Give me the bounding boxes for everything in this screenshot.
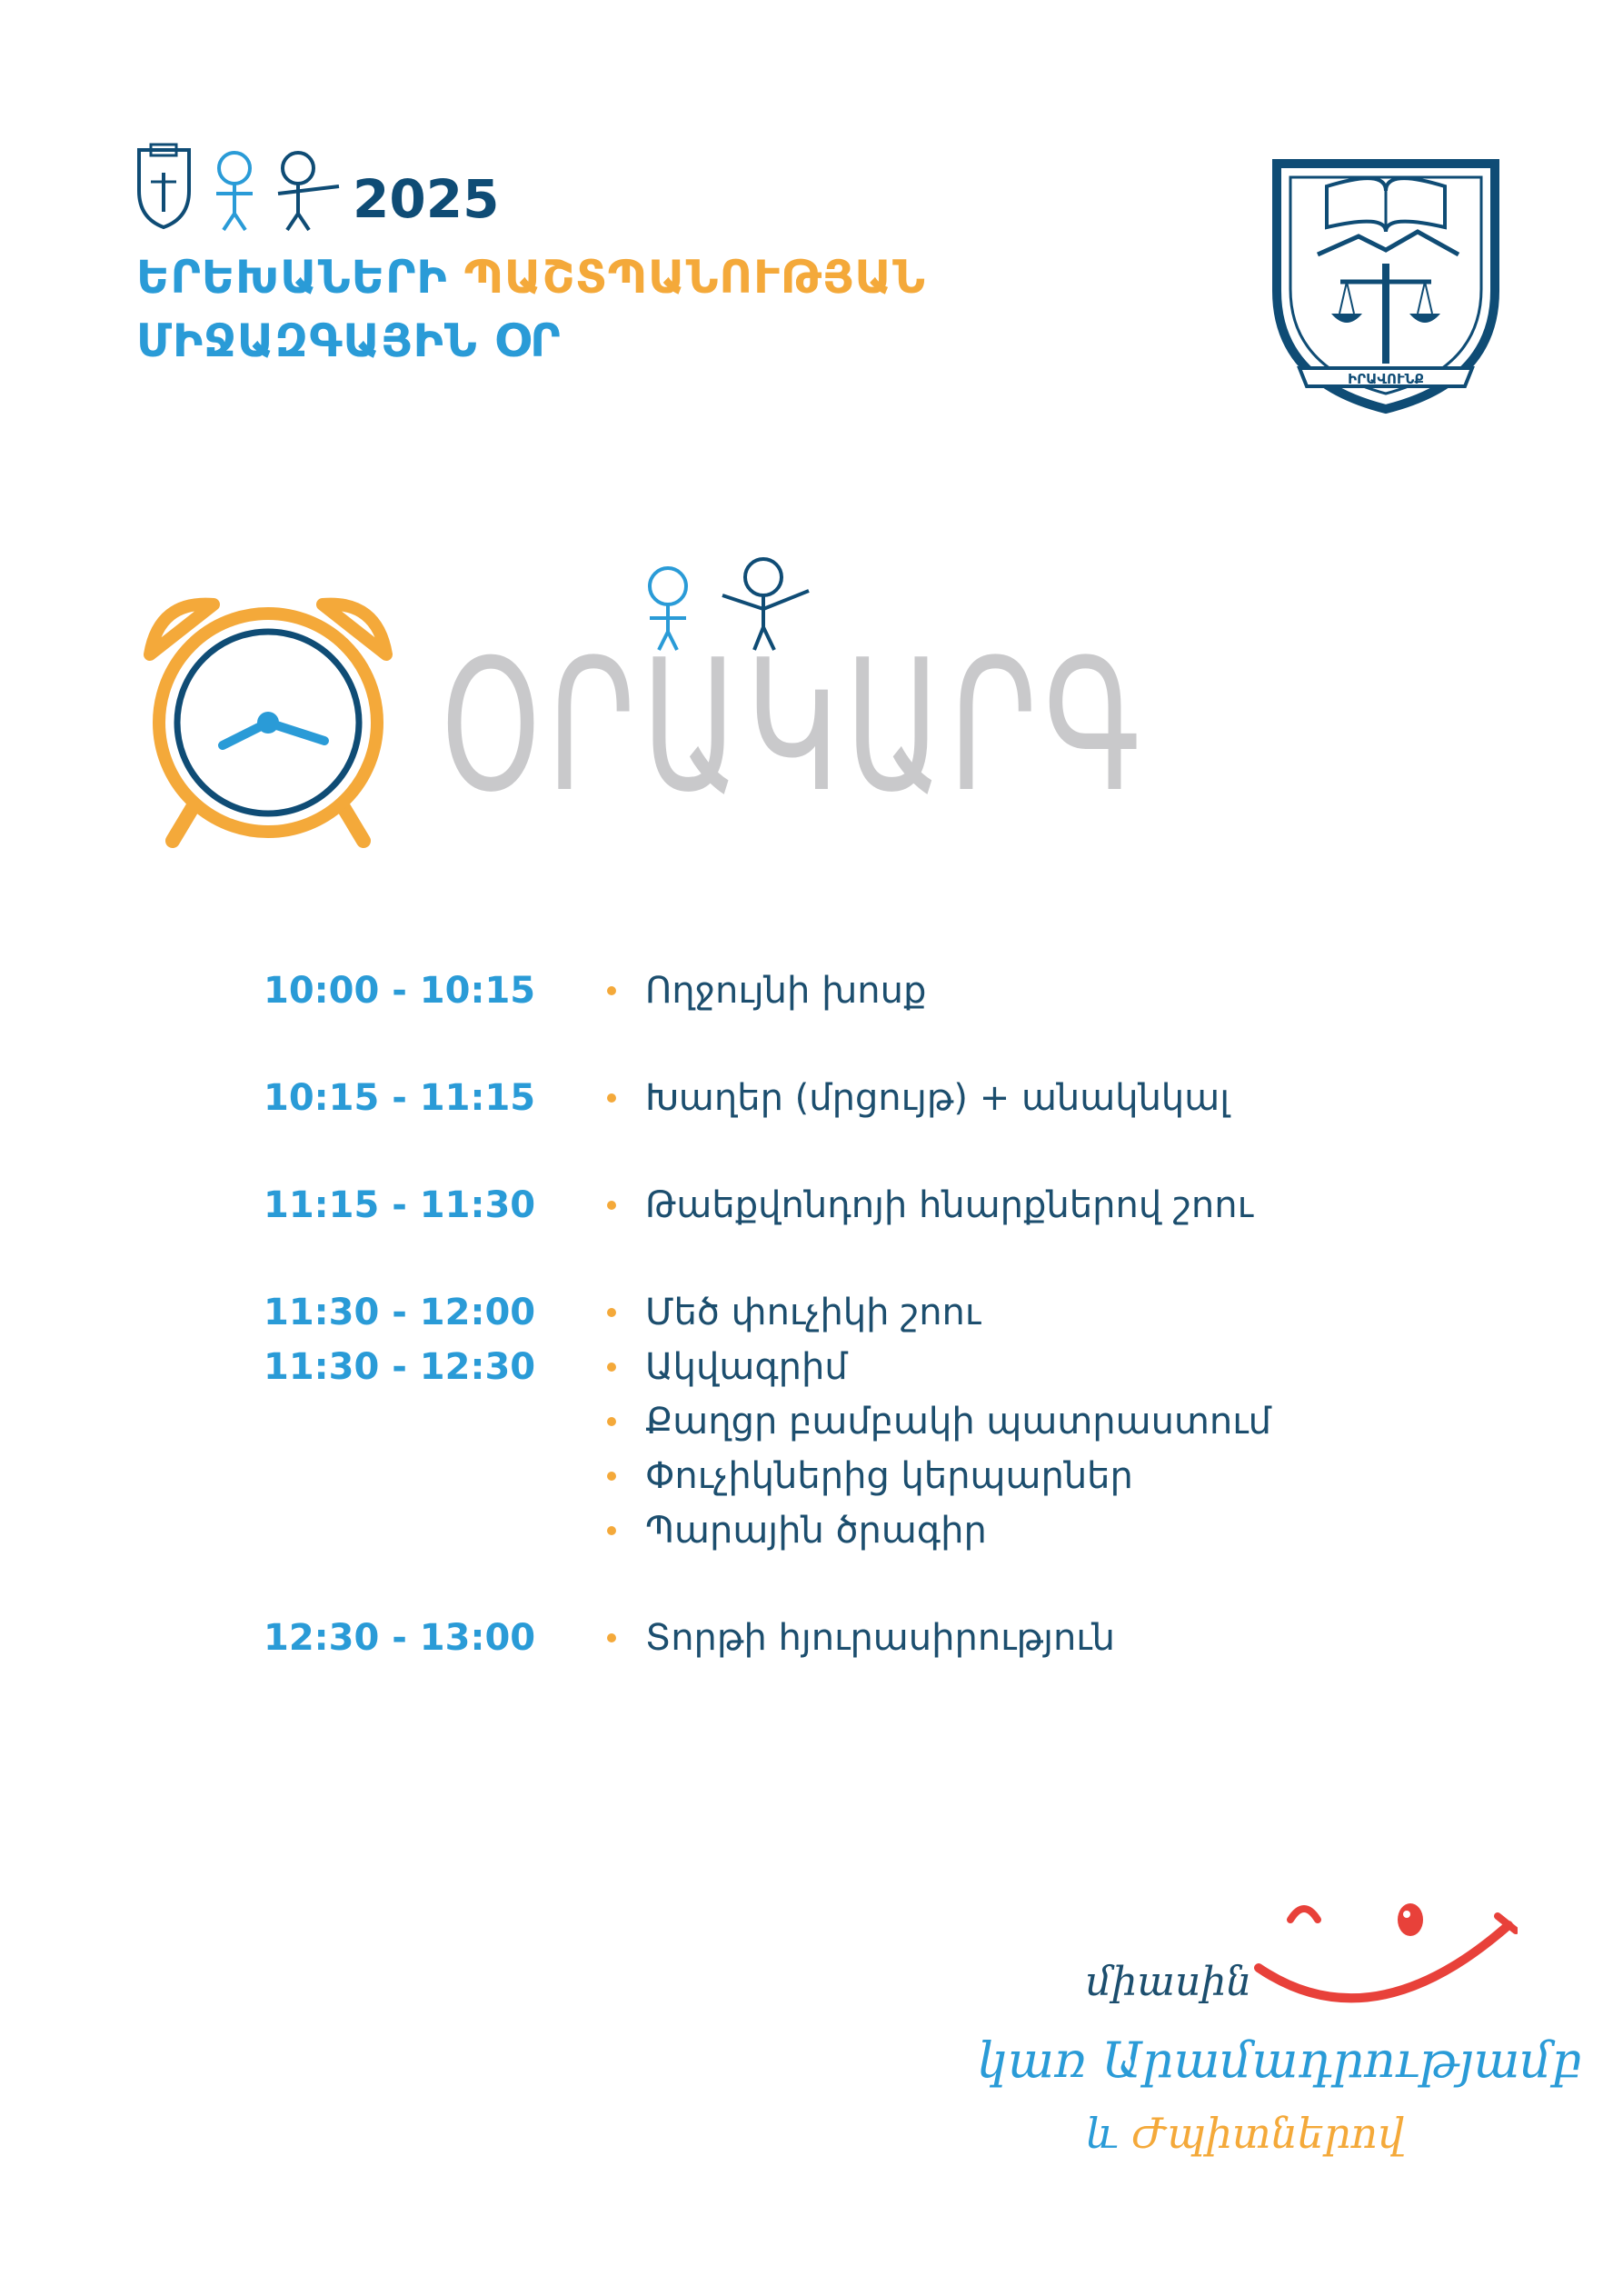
bullet-icon: [607, 1472, 616, 1481]
bullet-icon: [607, 1201, 616, 1210]
bullet-icon: [607, 1633, 616, 1642]
schedule-item: Խաղեր (մրցույթ) + անակնկալ: [645, 1077, 1230, 1119]
page-title-line1: [136, 251, 926, 304]
schedule-row: [264, 1611, 1445, 1665]
bullet-icon: [607, 1093, 616, 1103]
emblem-banner-text: ԻՐԱՎՈՒՆՔ: [1348, 371, 1424, 387]
schedule-row: [264, 1071, 1445, 1125]
schedule-time: 10:15 - 11:15: [264, 1077, 536, 1119]
footer-smiles-word: Ժպիտներով: [1131, 2109, 1405, 2158]
bullet-icon: [607, 1526, 616, 1535]
schedule-heading: ՕՐԱԿԱՐԳ: [441, 621, 1146, 833]
header-logo-icon: [134, 141, 344, 232]
schedule-item: Ողջույնի խոսք: [645, 970, 927, 1012]
schedule-row: [264, 1394, 1445, 1449]
schedule-item: Ակվագրիմ: [645, 1346, 848, 1388]
emblem-icon: [1263, 136, 1508, 418]
schedule-block: [264, 1285, 1445, 1558]
schedule-time: 10:00 - 10:15: [264, 970, 536, 1012]
year-label: 2025: [353, 168, 500, 230]
title-word-protection: ՊԱՇՏՊԱՆՈՒԹՅԱՆ: [463, 251, 926, 304]
footer-line1: միասին: [1086, 1959, 1252, 2005]
schedule-list: [264, 963, 1445, 1718]
schedule-item: Փուչիկներից կերպարներ: [645, 1455, 1133, 1497]
schedule-time: 11:15 - 11:30: [264, 1184, 536, 1226]
schedule-row: [264, 963, 1445, 1018]
bullet-icon: [607, 1308, 616, 1317]
schedule-row: [264, 1449, 1445, 1503]
schedule-row: [264, 1178, 1445, 1233]
bullet-icon: [607, 1363, 616, 1372]
schedule-row: [264, 1503, 1445, 1558]
schedule-row: [264, 1285, 1445, 1340]
schedule-item: Թաեքվոնդոյի հնարքներով շոու: [645, 1184, 1253, 1226]
schedule-time: 11:30 - 12:00: [264, 1292, 536, 1333]
schedule-item: Տորթի հյուրասիրություն: [645, 1617, 1116, 1659]
page-title-line2: ՄԻՋԱԶԳԱՅԻՆ ՕՐ: [136, 314, 562, 367]
schedule-block: [264, 963, 1445, 1018]
bullet-icon: [607, 1417, 616, 1426]
schedule-item: Մեծ փուչիկի շոու: [645, 1292, 981, 1333]
schedule-block: [264, 1071, 1445, 1125]
schedule-block: [264, 1178, 1445, 1233]
footer-line2: կառ Արամադրությամբ: [977, 2031, 1582, 2089]
schedule-item: Պարային ծրագիր: [645, 1510, 987, 1552]
footer-and: և: [1086, 2109, 1120, 2158]
schedule-block: [264, 1611, 1445, 1665]
alarm-clock-icon: [132, 582, 404, 854]
smile-icon: [1254, 1900, 1518, 2045]
bullet-icon: [607, 986, 616, 995]
schedule-time: 12:30 - 13:00: [264, 1617, 536, 1659]
schedule-row: [264, 1340, 1445, 1394]
schedule-item: Քաղցր բամբակի պատրաստում: [645, 1401, 1271, 1442]
footer-line3: [1086, 2109, 1404, 2158]
title-word-children: ԵՐԵԽԱՆԵՐԻ: [136, 251, 448, 304]
schedule-time: 11:30 - 12:30: [264, 1346, 536, 1388]
